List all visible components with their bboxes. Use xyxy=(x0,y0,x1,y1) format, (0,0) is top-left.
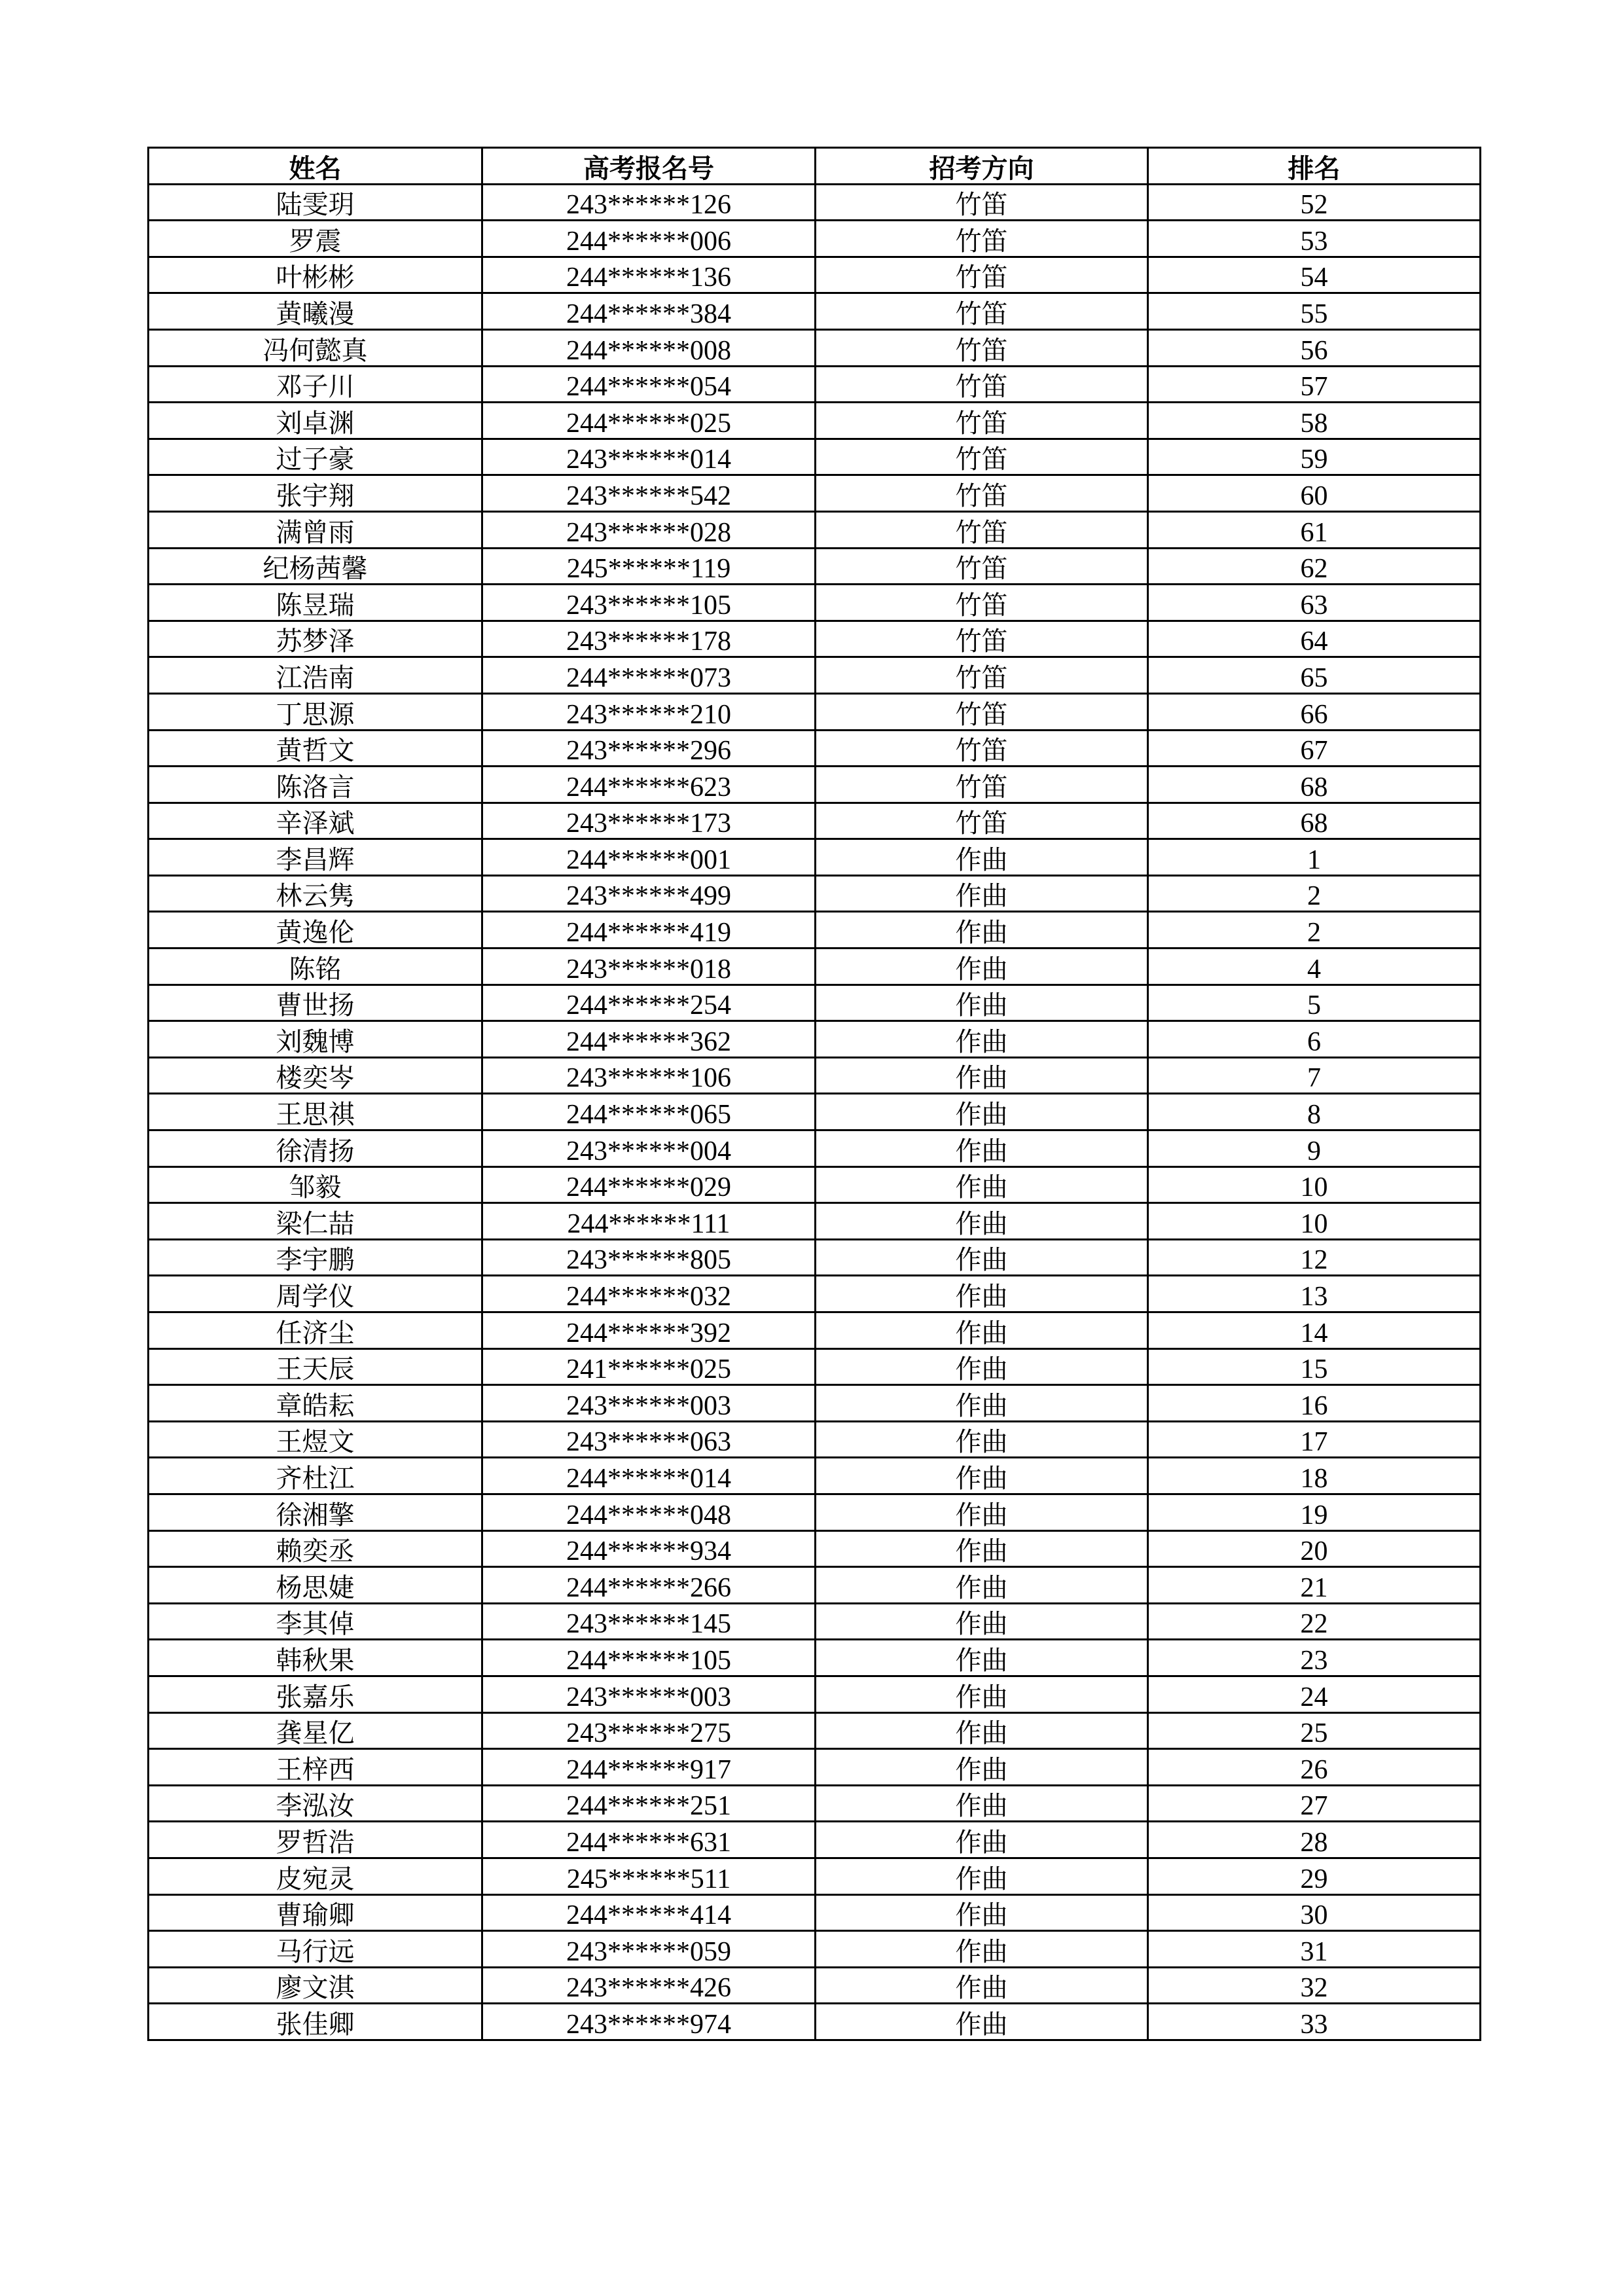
cell-rank: 12 xyxy=(1148,1239,1481,1276)
cell-direction: 作曲 xyxy=(816,1239,1148,1276)
cell-rank: 2 xyxy=(1148,875,1481,912)
cell-name: 林云隽 xyxy=(149,875,482,912)
cell-registration-number: 244******392 xyxy=(482,1312,816,1349)
cell-registration-number: 244******362 xyxy=(482,1021,816,1058)
cell-direction: 竹笛 xyxy=(816,803,1148,839)
table-row xyxy=(149,1785,1481,1822)
cell-direction: 作曲 xyxy=(816,1094,1148,1130)
cell-name: 刘魏博 xyxy=(149,1021,482,1058)
cell-registration-number: 244******934 xyxy=(482,1530,816,1567)
cell-name: 张宇翔 xyxy=(149,475,482,512)
table-row xyxy=(149,475,1481,512)
table-row xyxy=(149,839,1481,876)
table-row xyxy=(149,1239,1481,1276)
table-row xyxy=(149,1712,1481,1749)
cell-rank: 62 xyxy=(1148,548,1481,585)
cell-direction: 作曲 xyxy=(816,949,1148,985)
cell-rank: 5 xyxy=(1148,985,1481,1021)
table-row xyxy=(149,1603,1481,1640)
table-row xyxy=(149,511,1481,548)
cell-direction: 作曲 xyxy=(816,1494,1148,1530)
cell-name: 张嘉乐 xyxy=(149,1676,482,1712)
cell-name: 李昌辉 xyxy=(149,839,482,876)
cell-registration-number: 245******511 xyxy=(482,1858,816,1894)
table-body xyxy=(149,184,1481,2040)
cell-registration-number: 244******631 xyxy=(482,1822,816,1858)
cell-name: 杨思婕 xyxy=(149,1567,482,1604)
cell-rank: 65 xyxy=(1148,657,1481,694)
table-row xyxy=(149,439,1481,475)
table-row xyxy=(149,1931,1481,1968)
cell-registration-number: 243******063 xyxy=(482,1421,816,1458)
cell-rank: 53 xyxy=(1148,221,1481,257)
cell-name: 皮宛灵 xyxy=(149,1858,482,1894)
cell-name: 苏梦泽 xyxy=(149,621,482,657)
cell-direction: 作曲 xyxy=(816,1458,1148,1494)
cell-rank: 68 xyxy=(1148,803,1481,839)
cell-direction: 竹笛 xyxy=(816,767,1148,803)
table-row xyxy=(149,1494,1481,1530)
cell-direction: 竹笛 xyxy=(816,439,1148,475)
table-row xyxy=(149,1348,1481,1385)
cell-name: 王梓西 xyxy=(149,1749,482,1786)
cell-name: 龚星亿 xyxy=(149,1712,482,1749)
table-row xyxy=(149,1530,1481,1567)
cell-name: 满曾雨 xyxy=(149,511,482,548)
cell-registration-number: 243******059 xyxy=(482,1931,816,1968)
table-row xyxy=(149,1312,1481,1349)
cell-name: 叶彬彬 xyxy=(149,257,482,293)
cell-rank: 9 xyxy=(1148,1130,1481,1167)
cell-direction: 作曲 xyxy=(816,1785,1148,1822)
cell-registration-number: 244******065 xyxy=(482,1094,816,1130)
cell-name: 章皓耘 xyxy=(149,1385,482,1422)
table-row xyxy=(149,912,1481,949)
cell-name: 周学仪 xyxy=(149,1276,482,1312)
cell-registration-number: 243******004 xyxy=(482,1130,816,1167)
cell-direction: 竹笛 xyxy=(816,475,1148,512)
cell-name: 黄哲文 xyxy=(149,730,482,767)
cell-direction: 作曲 xyxy=(816,1676,1148,1712)
cell-registration-number: 243******275 xyxy=(482,1712,816,1749)
cell-name: 齐杜江 xyxy=(149,1458,482,1494)
cell-registration-number: 244******419 xyxy=(482,912,816,949)
cell-registration-number: 244******054 xyxy=(482,366,816,403)
cell-rank: 29 xyxy=(1148,1858,1481,1894)
cell-rank: 58 xyxy=(1148,403,1481,439)
cell-rank: 14 xyxy=(1148,1312,1481,1349)
cell-direction: 竹笛 xyxy=(816,621,1148,657)
cell-name: 陆雯玥 xyxy=(149,184,482,221)
table-row xyxy=(149,184,1481,221)
table-row xyxy=(149,548,1481,585)
cell-registration-number: 241******025 xyxy=(482,1348,816,1385)
cell-rank: 22 xyxy=(1148,1603,1481,1640)
cell-rank: 61 xyxy=(1148,511,1481,548)
cell-rank: 63 xyxy=(1148,585,1481,621)
table-row xyxy=(149,1166,1481,1203)
cell-rank: 4 xyxy=(1148,949,1481,985)
cell-direction: 作曲 xyxy=(816,1967,1148,2004)
table-row xyxy=(149,366,1481,403)
cell-direction: 作曲 xyxy=(816,1530,1148,1567)
cell-direction: 竹笛 xyxy=(816,693,1148,730)
cell-registration-number: 244******251 xyxy=(482,1785,816,1822)
cell-registration-number: 244******105 xyxy=(482,1640,816,1676)
cell-rank: 15 xyxy=(1148,1348,1481,1385)
cell-name: 王煜文 xyxy=(149,1421,482,1458)
table-row xyxy=(149,693,1481,730)
cell-name: 刘卓渊 xyxy=(149,403,482,439)
cell-name: 韩秋果 xyxy=(149,1640,482,1676)
cell-registration-number: 244******623 xyxy=(482,767,816,803)
cell-name: 黄逸伦 xyxy=(149,912,482,949)
cell-name: 黄曦漫 xyxy=(149,293,482,330)
table-row xyxy=(149,403,1481,439)
cell-registration-number: 243******173 xyxy=(482,803,816,839)
cell-registration-number: 244******032 xyxy=(482,1276,816,1312)
cell-rank: 57 xyxy=(1148,366,1481,403)
cell-name: 梁仁喆 xyxy=(149,1203,482,1240)
cell-direction: 作曲 xyxy=(816,1603,1148,1640)
cell-rank: 8 xyxy=(1148,1094,1481,1130)
ranking-table xyxy=(147,147,1481,2041)
cell-registration-number: 243******014 xyxy=(482,439,816,475)
cell-name: 过子豪 xyxy=(149,439,482,475)
cell-registration-number: 243******210 xyxy=(482,693,816,730)
table-row xyxy=(149,329,1481,366)
table-row xyxy=(149,730,1481,767)
cell-name: 徐湘擎 xyxy=(149,1494,482,1530)
cell-registration-number: 243******499 xyxy=(482,875,816,912)
cell-name: 辛泽斌 xyxy=(149,803,482,839)
cell-rank: 21 xyxy=(1148,1567,1481,1604)
table-row xyxy=(149,767,1481,803)
cell-registration-number: 244******111 xyxy=(482,1203,816,1240)
cell-registration-number: 244******048 xyxy=(482,1494,816,1530)
cell-name: 冯何懿真 xyxy=(149,329,482,366)
cell-rank: 20 xyxy=(1148,1530,1481,1567)
cell-direction: 作曲 xyxy=(816,1348,1148,1385)
cell-direction: 作曲 xyxy=(816,985,1148,1021)
cell-registration-number: 243******003 xyxy=(482,1385,816,1422)
table-row xyxy=(149,1458,1481,1494)
cell-direction: 竹笛 xyxy=(816,221,1148,257)
table-row xyxy=(149,293,1481,330)
cell-rank: 23 xyxy=(1148,1640,1481,1676)
table-row xyxy=(149,1057,1481,1094)
cell-name: 邓子川 xyxy=(149,366,482,403)
table-row xyxy=(149,1203,1481,1240)
cell-name: 马行远 xyxy=(149,1931,482,1968)
cell-name: 邹毅 xyxy=(149,1166,482,1203)
table-row xyxy=(149,1967,1481,2004)
cell-direction: 竹笛 xyxy=(816,585,1148,621)
cell-rank: 64 xyxy=(1148,621,1481,657)
header-rank: 排名 xyxy=(1148,148,1481,185)
table-row xyxy=(149,621,1481,657)
table-row xyxy=(149,221,1481,257)
cell-direction: 作曲 xyxy=(816,1640,1148,1676)
cell-direction: 作曲 xyxy=(816,1931,1148,1968)
cell-direction: 竹笛 xyxy=(816,257,1148,293)
cell-rank: 24 xyxy=(1148,1676,1481,1712)
cell-name: 李宇鹏 xyxy=(149,1239,482,1276)
cell-direction: 竹笛 xyxy=(816,548,1148,585)
table-row xyxy=(149,1858,1481,1894)
cell-registration-number: 244******414 xyxy=(482,1894,816,1931)
cell-registration-number: 243******426 xyxy=(482,1967,816,2004)
header-row xyxy=(149,148,1481,185)
table-row xyxy=(149,875,1481,912)
cell-direction: 作曲 xyxy=(816,912,1148,949)
cell-rank: 17 xyxy=(1148,1421,1481,1458)
cell-registration-number: 243******126 xyxy=(482,184,816,221)
table-row xyxy=(149,1130,1481,1167)
cell-direction: 作曲 xyxy=(816,1130,1148,1167)
cell-registration-number: 243******105 xyxy=(482,585,816,621)
cell-rank: 59 xyxy=(1148,439,1481,475)
table-row xyxy=(149,1676,1481,1712)
cell-name: 曹瑜卿 xyxy=(149,1894,482,1931)
cell-rank: 10 xyxy=(1148,1166,1481,1203)
cell-rank: 27 xyxy=(1148,1785,1481,1822)
cell-rank: 60 xyxy=(1148,475,1481,512)
cell-name: 罗哲浩 xyxy=(149,1822,482,1858)
cell-rank: 28 xyxy=(1148,1822,1481,1858)
table-row xyxy=(149,1822,1481,1858)
cell-rank: 13 xyxy=(1148,1276,1481,1312)
cell-rank: 7 xyxy=(1148,1057,1481,1094)
ranking-sheet xyxy=(147,147,1479,2041)
header-name: 姓名 xyxy=(149,148,482,185)
table-row xyxy=(149,657,1481,694)
cell-name: 任济尘 xyxy=(149,1312,482,1349)
cell-direction: 作曲 xyxy=(816,1166,1148,1203)
cell-registration-number: 245******119 xyxy=(482,548,816,585)
cell-rank: 18 xyxy=(1148,1458,1481,1494)
cell-registration-number: 244******254 xyxy=(482,985,816,1021)
cell-registration-number: 244******006 xyxy=(482,221,816,257)
cell-name: 楼奕岑 xyxy=(149,1057,482,1094)
table-row xyxy=(149,2004,1481,2040)
cell-direction: 作曲 xyxy=(816,1894,1148,1931)
cell-direction: 竹笛 xyxy=(816,511,1148,548)
cell-registration-number: 243******296 xyxy=(482,730,816,767)
table-row xyxy=(149,585,1481,621)
table-row xyxy=(149,803,1481,839)
cell-registration-number: 243******106 xyxy=(482,1057,816,1094)
cell-rank: 25 xyxy=(1148,1712,1481,1749)
cell-rank: 31 xyxy=(1148,1931,1481,1968)
cell-rank: 54 xyxy=(1148,257,1481,293)
table-row xyxy=(149,1276,1481,1312)
table-row xyxy=(149,257,1481,293)
cell-registration-number: 243******974 xyxy=(482,2004,816,2040)
cell-registration-number: 243******018 xyxy=(482,949,816,985)
cell-registration-number: 244******266 xyxy=(482,1567,816,1604)
cell-name: 李其倬 xyxy=(149,1603,482,1640)
cell-registration-number: 243******542 xyxy=(482,475,816,512)
cell-rank: 56 xyxy=(1148,329,1481,366)
cell-direction: 作曲 xyxy=(816,1712,1148,1749)
table-row xyxy=(149,1385,1481,1422)
cell-direction: 竹笛 xyxy=(816,184,1148,221)
table-row xyxy=(149,1421,1481,1458)
cell-direction: 作曲 xyxy=(816,2004,1148,2040)
cell-direction: 作曲 xyxy=(816,1749,1148,1786)
cell-direction: 竹笛 xyxy=(816,730,1148,767)
cell-registration-number: 243******145 xyxy=(482,1603,816,1640)
cell-name: 纪杨茜馨 xyxy=(149,548,482,585)
table-row xyxy=(149,1749,1481,1786)
cell-direction: 作曲 xyxy=(816,1057,1148,1094)
cell-rank: 68 xyxy=(1148,767,1481,803)
cell-rank: 52 xyxy=(1148,184,1481,221)
cell-rank: 1 xyxy=(1148,839,1481,876)
cell-registration-number: 243******178 xyxy=(482,621,816,657)
cell-registration-number: 243******028 xyxy=(482,511,816,548)
cell-name: 丁思源 xyxy=(149,693,482,730)
cell-direction: 作曲 xyxy=(816,1385,1148,1422)
cell-rank: 6 xyxy=(1148,1021,1481,1058)
cell-registration-number: 244******001 xyxy=(482,839,816,876)
cell-direction: 作曲 xyxy=(816,1567,1148,1604)
cell-registration-number: 244******014 xyxy=(482,1458,816,1494)
cell-name: 王天辰 xyxy=(149,1348,482,1385)
cell-rank: 19 xyxy=(1148,1494,1481,1530)
cell-direction: 作曲 xyxy=(816,1858,1148,1894)
cell-registration-number: 244******008 xyxy=(482,329,816,366)
cell-name: 陈铭 xyxy=(149,949,482,985)
cell-registration-number: 244******384 xyxy=(482,293,816,330)
cell-name: 罗震 xyxy=(149,221,482,257)
cell-registration-number: 244******073 xyxy=(482,657,816,694)
table-row xyxy=(149,1094,1481,1130)
cell-direction: 作曲 xyxy=(816,1021,1148,1058)
cell-direction: 竹笛 xyxy=(816,403,1148,439)
table-row xyxy=(149,985,1481,1021)
cell-rank: 33 xyxy=(1148,2004,1481,2040)
table-row xyxy=(149,1567,1481,1604)
cell-direction: 竹笛 xyxy=(816,657,1148,694)
cell-rank: 66 xyxy=(1148,693,1481,730)
cell-direction: 竹笛 xyxy=(816,366,1148,403)
cell-registration-number: 244******136 xyxy=(482,257,816,293)
cell-name: 江浩南 xyxy=(149,657,482,694)
cell-rank: 32 xyxy=(1148,1967,1481,2004)
cell-name: 赖奕丞 xyxy=(149,1530,482,1567)
cell-name: 张佳卿 xyxy=(149,2004,482,2040)
cell-name: 曹世扬 xyxy=(149,985,482,1021)
cell-name: 李泓汝 xyxy=(149,1785,482,1822)
cell-direction: 作曲 xyxy=(816,1312,1148,1349)
cell-rank: 10 xyxy=(1148,1203,1481,1240)
cell-direction: 作曲 xyxy=(816,839,1148,876)
cell-registration-number: 243******805 xyxy=(482,1239,816,1276)
table-row xyxy=(149,1021,1481,1058)
cell-registration-number: 243******003 xyxy=(482,1676,816,1712)
cell-registration-number: 244******917 xyxy=(482,1749,816,1786)
cell-name: 王思祺 xyxy=(149,1094,482,1130)
cell-rank: 55 xyxy=(1148,293,1481,330)
cell-direction: 作曲 xyxy=(816,1276,1148,1312)
cell-registration-number: 244******025 xyxy=(482,403,816,439)
cell-registration-number: 244******029 xyxy=(482,1166,816,1203)
cell-direction: 作曲 xyxy=(816,1421,1148,1458)
cell-name: 廖文淇 xyxy=(149,1967,482,2004)
header-direction: 招考方向 xyxy=(816,148,1148,185)
cell-rank: 30 xyxy=(1148,1894,1481,1931)
cell-name: 陈昱瑞 xyxy=(149,585,482,621)
cell-rank: 16 xyxy=(1148,1385,1481,1422)
table-row xyxy=(149,1640,1481,1676)
cell-rank: 26 xyxy=(1148,1749,1481,1786)
cell-rank: 67 xyxy=(1148,730,1481,767)
cell-rank: 2 xyxy=(1148,912,1481,949)
cell-name: 陈洛言 xyxy=(149,767,482,803)
table-row xyxy=(149,949,1481,985)
cell-direction: 作曲 xyxy=(816,1203,1148,1240)
cell-direction: 作曲 xyxy=(816,875,1148,912)
cell-name: 徐清扬 xyxy=(149,1130,482,1167)
cell-direction: 竹笛 xyxy=(816,329,1148,366)
header-registration-number: 高考报名号 xyxy=(482,148,816,185)
table-row xyxy=(149,1894,1481,1931)
cell-direction: 竹笛 xyxy=(816,293,1148,330)
cell-direction: 作曲 xyxy=(816,1822,1148,1858)
